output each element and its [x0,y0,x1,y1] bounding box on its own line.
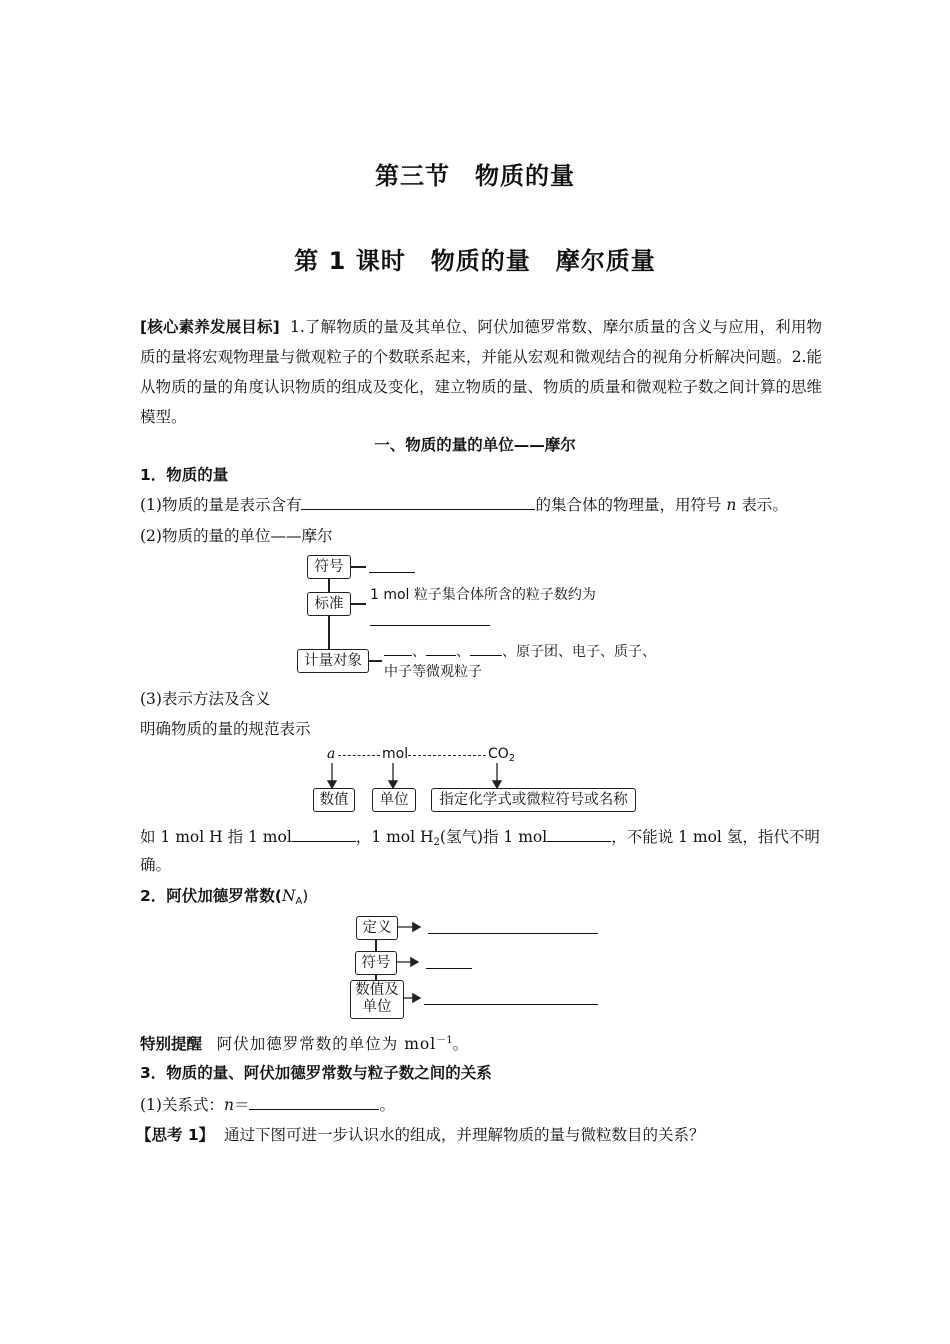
example-line1 [140,826,820,854]
blank-fill[interactable] [292,827,356,842]
special-tip [140,1030,468,1055]
example-part: 如 1 mol H 指 1 mol [140,828,292,846]
s2-heading-pre: 2．阿伏加德罗常数( [140,887,282,905]
blank-fill[interactable] [426,954,472,969]
s1-heading: 1．物质的量 [140,466,229,484]
s1-item1-end: 表示。 [741,496,788,514]
s1-item1-pre: (1)物质的量是表示含有 [140,496,302,514]
relation-line [140,1094,395,1116]
blank-fill[interactable] [428,919,598,934]
box-value-unit [350,980,404,1019]
core-goals-label: [核心素养发展目标] [140,318,280,336]
think-question [136,1124,705,1146]
special-tip-text: 阿伏加德罗常数的单位为 mol [216,1035,437,1053]
s1-item3: (3)表示方法及含义 [140,690,271,708]
blank-fill[interactable] [547,827,611,842]
example-line2: 确。 [140,856,172,874]
symbol-A-sub: A [295,896,303,907]
box-value-unit-line1: 数值及 [355,982,399,998]
section-title: 第三节 物质的量 [375,162,575,190]
example-sub: 2 [433,837,440,848]
relation-var: n [223,1096,234,1114]
box-formula: 指定化学式或微粒符号或名称 [431,788,636,812]
box-definition: 定义 [356,916,398,940]
norm-title: 明确物质的量的规范表示 [140,720,311,738]
diagram-connector [375,939,377,951]
relation-eq: ＝ [233,1096,250,1114]
box-symbol: 符号 [307,555,351,579]
label-mol: mol [382,746,409,762]
blank-fill[interactable] [424,990,598,1005]
s2-heading [140,885,308,913]
box-unit: 单位 [372,788,416,812]
example-part: ，不能说 1 mol 氢，指代不明 [611,828,820,846]
label-co: CO [488,746,509,762]
box-symbol-na: 符号 [355,951,397,975]
special-tip-sup: －1 [436,1035,453,1046]
box-standard: 标准 [307,592,351,616]
special-tip-end: 。 [452,1035,469,1053]
example-part: (氢气)指 1 mol [439,828,548,846]
s1-item1-post: 的集合体的物理量，用符号 [535,496,722,514]
relation-end: 。 [379,1096,395,1114]
box-value-unit-line2: 单位 [362,999,392,1015]
special-tip-label: 特别提醒 [140,1035,203,1053]
standard-text: 1 mol 粒子集合体所含的粒子数约为 [370,587,596,603]
blank-fill[interactable] [249,1095,379,1110]
s3-heading: 3．物质的量、阿伏加德罗常数与粒子数之间的关系 [140,1064,492,1082]
relation-pre: (1)关系式： [140,1096,224,1114]
counting-object-line2: 中子等微观粒子 [384,664,482,680]
core-goals-text: 1.了解物质的量及其单位、阿伏加德罗常数、摩尔质量的含义与应用，利用物质的量将宏观物理量与微观粒子的个数联系起来，并能从宏观和微观结合的视角分析解决问题。2.能从物质的量的角度认识物质的组成及变化，建立物质的量、物质的质量和微观粒子数之间计算的思维模型。 [140,318,823,426]
example-part: ，1 mol H [355,828,434,846]
symbol-n: n [726,496,737,514]
label-co-sub: 2 [508,753,516,764]
box-counting-object: 计量对象 [297,649,369,673]
s2-heading-post: ) [302,887,309,905]
think-text: 通过下图可进一步认识水的组成，并理解物质的量与微粒数目的关系？ [224,1126,705,1144]
label-a: a [327,746,336,762]
counting-object-rest: 、原子团、电子、质子、 [502,644,656,660]
lesson-title: 第 1 课时 物质的量 摩尔质量 [294,247,656,275]
part1-title: 一、物质的量的单位——摩尔 [374,436,576,454]
s1-item2: (2)物质的量的单位——摩尔 [140,527,333,545]
box-value: 数值 [313,788,355,812]
separator: 、 [456,644,470,660]
separator: 、 [412,644,426,660]
symbol-N: N [281,887,296,905]
think-label: 【思考 1】 [136,1126,215,1144]
